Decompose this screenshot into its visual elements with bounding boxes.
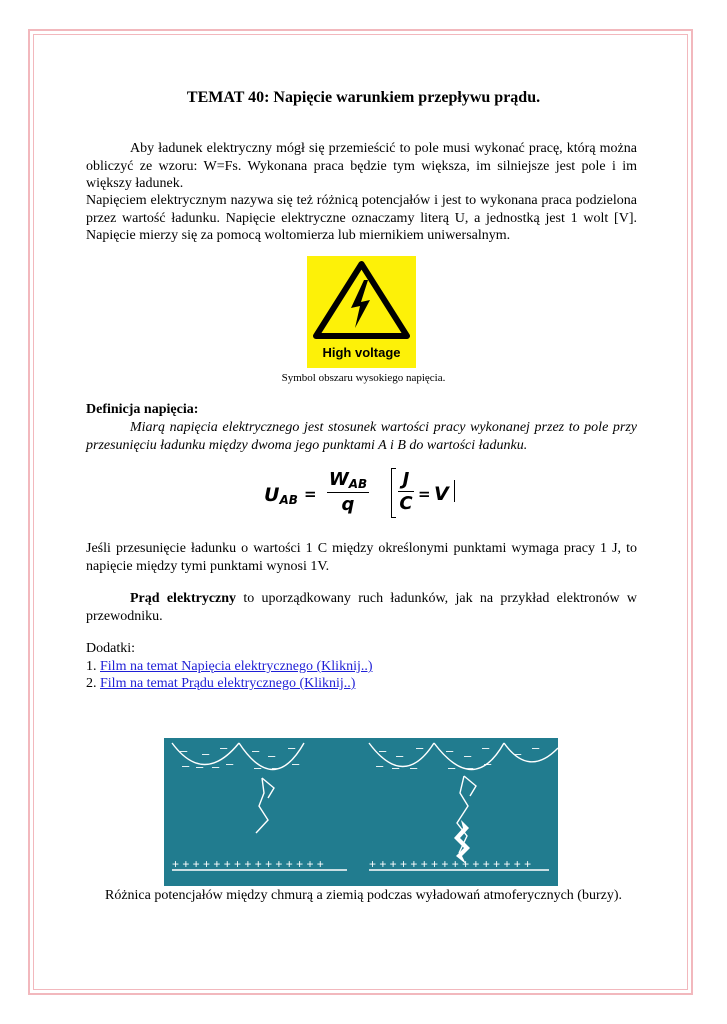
svg-text:–: –	[396, 748, 404, 763]
svg-text:–: –	[272, 760, 280, 775]
svg-text:–: –	[254, 760, 262, 775]
svg-text:–: –	[514, 746, 522, 761]
page-title: TEMAT 40: Napięcie warunkiem przepływu prądu.	[186, 89, 541, 106]
video-link-voltage[interactable]: Film na temat Napięcia elektrycznego (Kliknij..)	[100, 659, 373, 674]
svg-text:–: –	[220, 740, 228, 755]
svg-text:–: –	[392, 760, 400, 775]
video-link-current[interactable]: Film na temat Prądu elektrycznego (Kliknij..)	[100, 676, 356, 691]
formula-bracket-close	[454, 480, 455, 502]
storm-caption: Różnica potencjałów między chmurą a ziemią podczas wyładowań atmoferycznych (burzy).	[104, 888, 622, 903]
svg-text:–: –	[416, 740, 424, 755]
sign-label: High voltage	[322, 345, 401, 360]
formula-equals: =	[304, 485, 317, 503]
formula-unit-fraction: J C	[399, 469, 413, 514]
warning-triangle-icon	[307, 256, 416, 344]
formula-unit-result: V	[434, 483, 449, 505]
svg-text:–: –	[202, 746, 210, 761]
svg-text:–: –	[252, 743, 260, 758]
svg-text:–: –	[212, 759, 220, 774]
example-text: Jeśli przesunięcie ładunku o wartości 1 C między określonymi punktami wymaga pracy 1 J, to napięcie między tymi punktami wynosi 1V.	[86, 541, 637, 574]
svg-text:–: –	[410, 760, 418, 775]
current-definition: Prąd elektryczny to uporządkowany ruch ładunków, jak na przykład elektronów w przewodniku.	[86, 591, 638, 624]
definition-text: Miarą napięcia elektrycznego jest stosunek wartości pracy wykonanej przez to pole przy przesunięciu ładunku między dwoma jego punktami A i B do wartości ładunku.	[86, 420, 637, 453]
extras-item-1: 1. Film na temat Napięcia elektrycznego (Kliknij..)	[86, 659, 373, 674]
extras-heading: Dodatki:	[86, 641, 135, 656]
svg-text:–: –	[484, 756, 492, 771]
svg-text:+ + + + + + + + + + + + + + +: + + + + + + + + + + + + + + + +	[369, 857, 532, 871]
svg-text:–: –	[466, 760, 474, 775]
svg-text:–: –	[268, 748, 276, 763]
svg-text:–: –	[448, 760, 456, 775]
svg-text:–: –	[196, 759, 204, 774]
svg-text:–: –	[482, 740, 490, 755]
storm-illustration	[164, 738, 558, 886]
intro-paragraph-2: Napięciem elektrycznym nazywa się też różnicą potencjałów i jest to wykonana praca podzielona przez wartość ładunku. Napięcie elektryczne oznaczamy literą U, a jednostką jest 1 wolt [V]. Napięcie mierzy się za pomocą woltomierza lub miernikiem uniwersalnym.	[86, 193, 637, 243]
svg-text:–: –	[532, 740, 540, 755]
formula-fraction: WAB q	[328, 469, 368, 515]
svg-text:+ + + + + + + + + + + + + + +: + + + + + + + + + + + + + + +	[172, 857, 324, 871]
extras-item-2: 2. Film na temat Prądu elektrycznego (Kliknij..)	[86, 676, 356, 691]
svg-text:–: –	[180, 743, 188, 758]
formula-lhs: UAB	[264, 484, 298, 507]
intro-paragraph-1: Aby ładunek elektryczny mógł się przemieścić to pole musi wykonać pracę, którą można obliczyć ze wzoru: W=Fs. Wykonana praca będzie tym większa, im silniejsze jest pole i im większy ładunek.	[86, 141, 637, 191]
svg-text:–: –	[226, 756, 234, 771]
svg-text:–: –	[464, 748, 472, 763]
svg-text:–: –	[288, 740, 296, 755]
formula-bracket	[391, 468, 396, 518]
svg-text:–: –	[446, 743, 454, 758]
svg-text:–: –	[182, 758, 190, 773]
svg-text:–: –	[292, 756, 300, 771]
svg-text:–: –	[379, 743, 387, 758]
voltage-formula	[264, 466, 464, 526]
formula-unit-equals: =	[418, 485, 431, 503]
high-voltage-sign	[307, 256, 416, 368]
sign-caption: Symbol obszaru wysokiego napięcia.	[281, 372, 446, 384]
current-term: Prąd elektryczny	[130, 591, 237, 606]
svg-text:–: –	[376, 758, 384, 773]
definition-heading: Definicja napięcia:	[86, 402, 199, 417]
